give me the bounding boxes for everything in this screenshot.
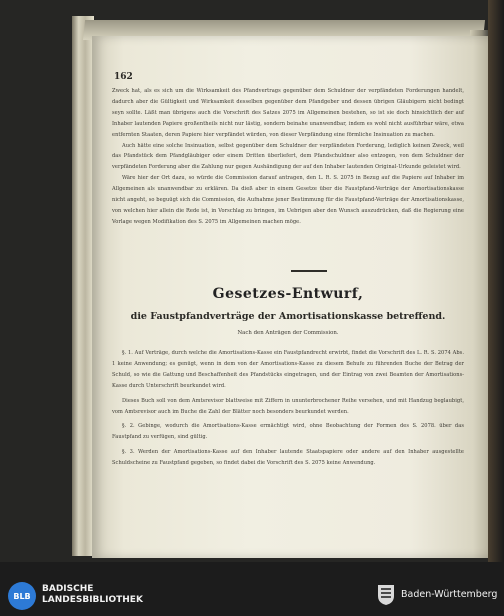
library-name[interactable] [42,584,143,606]
section-note: Nach den Anträgen der Commission. [237,330,339,336]
paragraph: Dieses Buch soll von dem Amtsrevisor blattweise mit Ziffern in ununterbrochener Reihe versehen, und mit Handzug beglaubigt, vom Amtsrevisor auch im Buche die Zahl der Blätter noch besonders beurkundet werden. [112,397,464,415]
library-name-line1: BADISCHE [42,584,94,594]
blb-logo-icon[interactable]: BLB [8,582,36,610]
paragraph: §. 3. Werden der Amortisations-Kasse auf den Inhaber lautende Staatspapiere oder andere auf den Inhaber ausgestellte Schuldscheine zu Faustpfand gegeben, so findet dabei die Vorschrift des S. 2075 keine Anwendung. [112,449,464,467]
state-name[interactable]: Baden-Württemberg [401,589,498,600]
paragraph: §. 2. Gebinge, wodurch die Amortisations-Kasse ermächtigt wird, ohne Beobachtung der Formen des S. 2078. über das Faustpfand zu verfügen, sind gültig. [112,423,464,441]
page-number: 162 [114,72,133,82]
law-text-block [112,348,464,473]
paragraph: §. 1. Auf Verträge, durch welche die Amortisations-Kasse ein Faustpfandrecht erwirbt, findet die Vorschrift des L. R. S. 2074 Abs. 1 keine Anwendung; es genügt, wenn in dem von der Amortisations-Kasse zu diesem Behufe zu führenden Buche der Betrag der Schuld, so wie die Gattung und Beschaffenheit des Pfandstücks eingetragen, und der Eintrag von zwei Beamten der Amortisations-Kasse durch Unterschrift beurkundet wird. [112,350,464,389]
paragraph: Wäre hier der Ort dazu, so würde die Commission darauf antragen, den L. R. S. 2075 in Bezug auf die Papiere auf Inhaber im Allgemeinen als unanwendbar zu erklären. Da dieß aber in einem Gesetze über die Faustpfand-Verträge der Amortisationskasse nicht angeht, so beguügt sich die Commission, die Aufnahme jener Bestimmung für die Faustpfand-Verträge der Amortisationskasse, von welchen hier allein die Rede ist, in Vorschlag zu bringen, im Uebrigen aber den Wunsch auszudrücken, daß die Regierung eine Vorlage wegen Modifikation des S. 2075 im Allgemeinen machen möge. [112,175,464,225]
section-divider [291,270,327,272]
library-name-line2: LANDESBIBLIOTHEK [42,595,143,605]
paragraph: Auch hätte eine solche Insinuation, selbst gegenüber dem Schuldner der verpfändeten Forderung, lediglich keinen Zweck, weil das Pfandstück dem Pfandgläubiger oder einem Dritten überliefert, dem Pfandschuldner also entzogen, von dem Schuldner der verpfändeten Forderung aber die Zahlung nur gegen Aushändigung der auf den Inhaber lautenden Original-Urkunde geleistet wird. [112,142,464,171]
bw-coat-of-arms-icon[interactable] [377,584,395,606]
top-text-block [112,86,464,228]
page-edge-stack [72,16,94,556]
book-gutter [488,0,504,562]
paragraph: Zweck hat, als es sich um die Wirksamkeit des Pfandvertrags gegenüber dem Schuldner der verpfändeten Forderungen handelt, dadurch aber die Gültigkeit und Wirksamkeit desselben gegenüber dem Pfandgeber und dessen übrigen Gläubigern nicht bedingt seyn sollte. Läßt man übrigens auch die Vorschrift des Satzes 2075 im Allgemeinen bestehen, so ist sie doch hinsichtlich der auf Inhaber lautenden Papiere großentheils nicht nur lästig, sondern beinahe unanwendbar, indem es wohl nicht ausführbar wäre, etwa entfernten Staaten, deren Papiere hier verpfändet würden, von dieser Verpfändung eine förmliche Insinuation zu machen. [112,88,464,138]
section-subtitle: die Faustpfandverträge der Amortisationskasse betreffend. [130,311,446,322]
section-title: Gesetzes-Entwurf, [212,286,364,302]
